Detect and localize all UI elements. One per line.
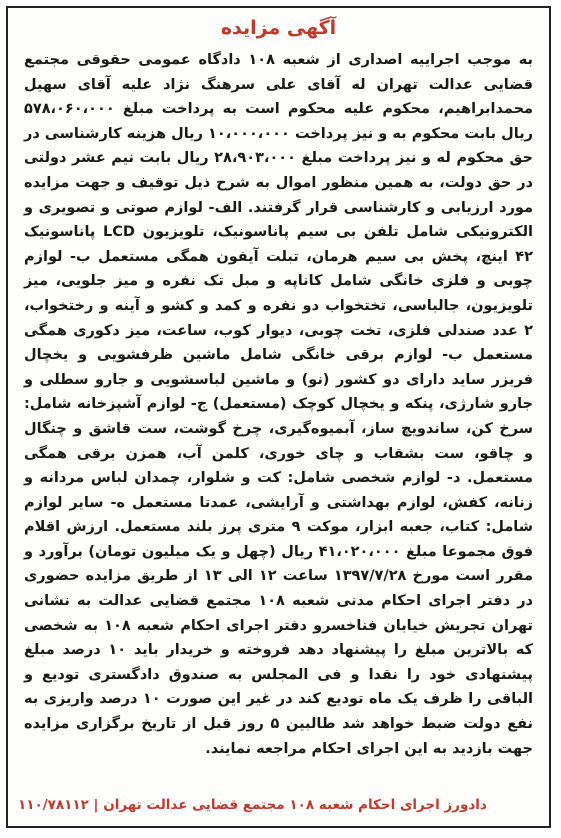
notice-footer: دادورز اجرای احکام شعبه ۱۰۸ مجتمع قضایی عدالت تهران | ۱۱۰/۷۸۱۱۲ bbox=[18, 797, 487, 813]
notice-title: آگهی مزایده bbox=[220, 17, 337, 39]
notice-frame bbox=[6, 6, 551, 828]
notice-body: به موجب اجراییه اصداری از شعبه ۱۰۸ دادگاه عمومی حقوقی مجتمع قضایی عدالت تهران له آقای علی سرهنگ نژاد علیه آقای سهیل محمدابراهیم، محکوم علیه محکوم است به پرداخت مبلغ ۵۷۸،۰۶۰،۰۰۰ ریال بابت محکوم به و نیز پرداخت ۱۰،۰۰۰،۰۰۰ ریال هزینه کارشناسی در حق محکوم له و نیز پرداخت مبلغ ۲۸،۹۰۳،۰۰۰ ریال بابت نیم عشر دولتی در حق دولت، به همین منظور اموال به شرح ذیل توقیف و جهت مزایده مورد ارزیابی و کارشناسی قرار گرفتند. الف- لوازم صوتی و تصویری و الکترونیکی شامل تلفن بی سیم پاناسونیک، تلویزیون LCD پاناسونیک ۴۲ اینچ، پخش بی سیم هرمان، تبلت آیفون همگی مستعمل ب- لوازم چوبی و فلزی خانگی شامل کاناپه و مبل تک نفره و میز جلویی، میز تلویزیون، جالباسی، تختخواب دو نفره و کمد و کشو و آینه و رختخواب، ۲ عدد صندلی فلزی، تخت چوبی، دیوار کوب، ساعت، میز دکوری همگی مستعمل ب- لوازم برقی خانگی شامل ماشین ظرفشویی و یخچال فریزر ساید دارای دو کشور (نو) و ماشین لباسشویی و جارو سطلی و جارو شارژی، پنکه و یخچال کوچک (مستعمل) ج- لوازم آشپزخانه شامل: سرخ کن، ساندویچ ساز، آبمیوه‌گیری، چرخ گوشت، ست قاشق و چنگال و چاقو، ست بشقاب و چای خوری، کلمن آب، همزن برقی همگی مستعمل. د- لوازم شخصی شامل: کت و شلوار، چمدان لباس مردانه و زنانه، کفش، لوازم بهداشتی و آرایشی، عمدتا مستعمل ه- سایر لوازم شامل: کتاب، جعبه ابزار، موکت ۹ متری پرز بلند مستعمل. ارزش اقلام فوق مجموعا مبلغ ۴۱،۰۲۰،۰۰۰ ریال (چهل و یک میلیون تومان) برآورد و مقرر است مورخ ۱۳۹۷/۷/۲۸ ساعت ۱۲ الی ۱۳ از طریق مزایده حضوری در دفتر اجرای احکام مدنی شعبه ۱۰۸ مجتمع قضایی عدالت به نشانی تهران تجریش خیابان فناخسرو دفتر اجرای احکام شعبه ۱۰۸ به شخصی که بالاترین مبلغ را پیشنهاد دهد فروخته و خریدار باید ۱۰ درصد مبلغ پیشنهادی خود را نقدا و فی المجلس به صندوق دادگستری تودیع و الباقی را ظرف یک ماه تودیع کند در غیر این صورت ۱۰ درصد واریزی به نفع دولت ضبط خواهد شد طالبین ۵ روز قبل از تاریخ برگزاری مزایده جهت بازدید به این اجرای احکام مراجعه نمایند. bbox=[24, 52, 534, 757]
